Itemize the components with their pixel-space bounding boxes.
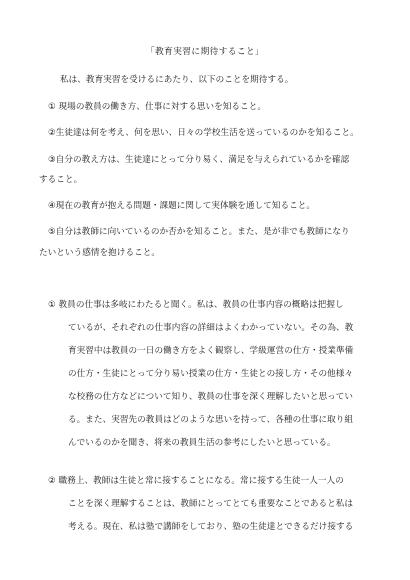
expectation-4-line-1: ④現在の教育が抱える問題・課題に関して実体験を通して知ること。 bbox=[48, 201, 316, 211]
detail-1-line-4: の仕方・生徒にとって分り易い授業の仕方・生徒との接し方・その他様々 bbox=[68, 369, 354, 379]
expectation-3-line-2: すること。 bbox=[39, 175, 83, 185]
detail-1-line-7: んでいるのかを聞き、将来の教員生活の参考にしたいと思っている。 bbox=[68, 438, 336, 448]
expectation-3-line-1: ③自分の教え方は、生徒達にとって分り易く、満足を与えられているかを確認 bbox=[48, 155, 350, 165]
detail-1-line-3: 育実習中は教員の一日の働き方をよく観察し、学級運営の仕方・授業準備 bbox=[68, 346, 354, 356]
document-title: 「教育実習に期待すること」 bbox=[145, 47, 265, 57]
expectation-1-line-1: ① 現場の教員の働き方、仕事に対する思いを知ること。 bbox=[48, 102, 266, 112]
detail-2-line-1: ② 職務上、教師は生徒と常に接することになる。常に接する生徒一人一人の bbox=[48, 476, 344, 486]
detail-1-line-6: る。また、実習先の教員はどのような思いを持って、各種の仕事に取り組 bbox=[68, 415, 354, 425]
detail-1-line-2: ているが、それぞれの仕事内容の詳細はよくわかっていない。その為、教 bbox=[68, 323, 354, 333]
detail-2-line-3: 考える。現在、私は塾で講師をしており、塾の生徒達とできるだけ接する bbox=[68, 522, 354, 532]
detail-2-line-2: ことを深く理解することは、教師にとってとても重要なことであると私は bbox=[68, 499, 354, 509]
expectation-2-line-1: ②生徒達は何を考え、何を思い、日々の学校生活を送っているのかを知ること。 bbox=[48, 128, 359, 138]
detail-1-line-1: ① 教員の仕事は多岐にわたると聞く。私は、教員の仕事内容の概略は把握し bbox=[48, 300, 344, 310]
expectation-5-line-1: ⑤自分は教師に向いているのか否かを知ること。また、是が非でも教師になり bbox=[48, 227, 350, 237]
expectation-5-line-2: たいという感情を抱けること。 bbox=[39, 248, 161, 258]
detail-1-line-5: な校務の仕方などについて知り、教員の仕事を深く理解したいと思ってい bbox=[68, 392, 354, 402]
intro-text: 私は、教育実習を受けるにあたり、以下のことを期待する。 bbox=[60, 75, 294, 85]
